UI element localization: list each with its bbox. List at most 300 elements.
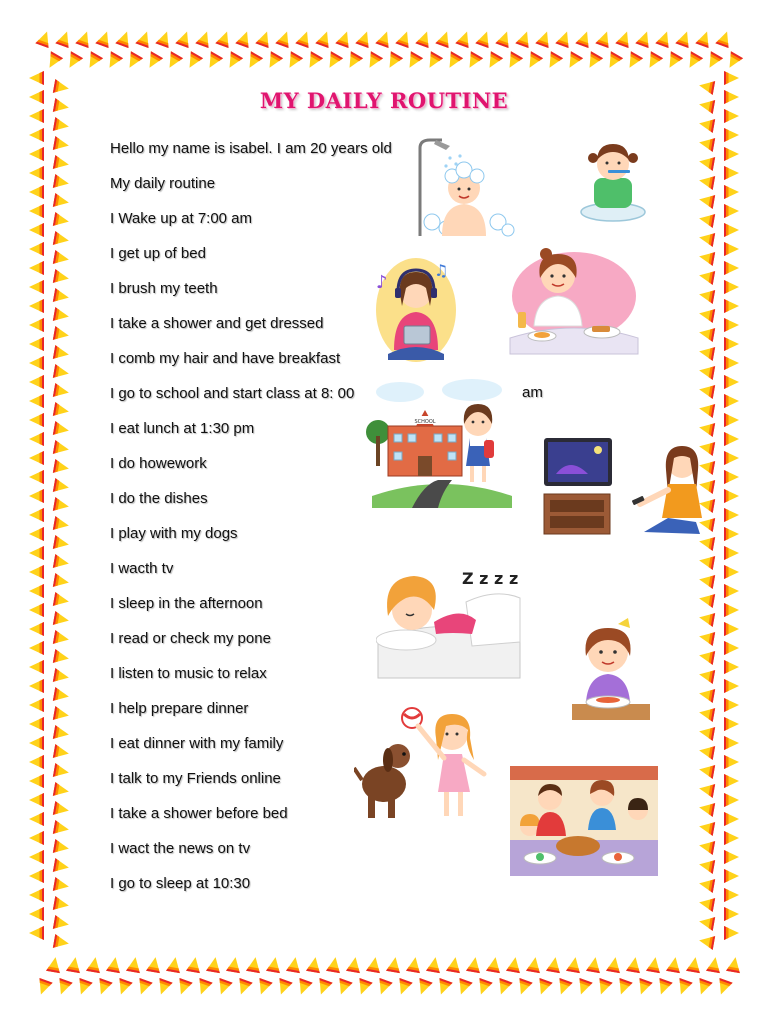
candy-corn-icon <box>63 51 83 71</box>
candy-corn-icon <box>123 51 143 71</box>
candy-corn-icon <box>53 839 70 855</box>
candy-corn-icon <box>614 978 632 997</box>
candy-corn-icon <box>343 51 363 71</box>
candy-corn-icon <box>29 223 44 237</box>
candy-corn-icon <box>53 478 70 494</box>
candy-corn-icon <box>29 280 44 294</box>
routine-line: I take a shower and get dressed <box>110 315 324 332</box>
candy-corn-icon <box>53 136 70 152</box>
candy-corn-icon <box>53 440 70 456</box>
candy-corn-icon <box>475 29 493 48</box>
candy-corn-icon <box>175 29 193 48</box>
candy-corn-icon <box>234 978 252 997</box>
candy-corn-icon <box>706 956 722 973</box>
candy-corn-icon <box>523 51 543 71</box>
candy-corn-icon <box>575 29 593 48</box>
candy-corn-icon <box>503 51 523 71</box>
candy-corn-icon <box>354 978 372 997</box>
candy-corn-icon <box>695 29 713 48</box>
candy-corn-icon <box>698 155 715 171</box>
candy-corn-icon <box>724 660 739 674</box>
candy-corn-icon <box>53 877 70 893</box>
candy-corn-icon <box>563 51 583 71</box>
candy-corn-icon <box>29 926 44 940</box>
candy-corn-icon <box>698 193 715 209</box>
listening-music-illustration <box>372 254 462 366</box>
candy-corn-icon <box>724 698 739 712</box>
candy-corn-icon <box>403 51 423 71</box>
candy-corn-icon <box>683 51 703 71</box>
candy-corn-icon <box>29 470 44 484</box>
routine-line: I go to sleep at 10:30 <box>110 875 251 892</box>
candy-corn-icon <box>694 978 712 997</box>
candy-corn-icon <box>526 956 542 973</box>
candy-corn-icon <box>306 956 322 973</box>
candy-corn-icon <box>674 978 692 997</box>
candy-corn-icon <box>29 584 44 598</box>
candy-corn-icon <box>724 394 739 408</box>
family-dinner-illustration <box>510 766 658 876</box>
candy-corn-icon <box>154 978 172 997</box>
candy-corn-icon <box>166 956 182 973</box>
candy-corn-icon <box>483 51 503 71</box>
candy-corn-icon <box>29 489 44 503</box>
shower-illustration <box>402 136 522 240</box>
brushing-teeth-illustration <box>578 138 648 222</box>
candy-corn-icon <box>283 51 303 71</box>
candy-corn-icon <box>724 888 739 902</box>
candy-corn-icon <box>29 432 44 446</box>
candy-corn-icon <box>286 956 302 973</box>
candy-corn-icon <box>495 29 513 48</box>
candy-corn-icon <box>724 584 739 598</box>
candy-corn-icon <box>663 51 683 71</box>
candy-corn-icon <box>724 831 739 845</box>
candy-corn-icon <box>654 978 672 997</box>
candy-corn-icon <box>415 29 433 48</box>
candy-corn-icon <box>698 934 715 950</box>
candy-corn-icon <box>698 706 715 722</box>
routine-line: I talk to my Friends online <box>110 770 281 787</box>
routine-line: I eat lunch at 1:30 pm <box>110 420 255 437</box>
candy-corn-icon <box>724 603 739 617</box>
routine-line: I read or check my pone <box>110 630 271 647</box>
candy-corn-icon <box>383 51 403 71</box>
candy-corn-icon <box>53 744 70 760</box>
candy-corn-icon <box>266 956 282 973</box>
candy-corn-icon <box>724 318 739 332</box>
candy-corn-icon <box>626 956 642 973</box>
candy-corn-icon <box>724 641 739 655</box>
candy-corn-icon <box>506 956 522 973</box>
candy-corn-icon <box>53 915 70 931</box>
candy-corn-icon <box>724 337 739 351</box>
candy-corn-icon <box>724 242 739 256</box>
candy-corn-icon <box>595 29 613 48</box>
candy-corn-icon <box>53 497 70 513</box>
candy-corn-icon <box>53 174 70 190</box>
candy-corn-icon <box>698 649 715 665</box>
candy-corn-icon <box>53 896 70 912</box>
candy-corn-icon <box>29 451 44 465</box>
candy-corn-icon <box>698 611 715 627</box>
candy-corn-icon <box>53 155 70 171</box>
candy-corn-icon <box>724 204 739 218</box>
routine-line: I take a shower before bed <box>110 805 288 822</box>
candy-corn-icon <box>29 679 44 693</box>
candy-corn-icon <box>29 261 44 275</box>
candy-corn-icon <box>634 978 652 997</box>
candy-corn-icon <box>275 29 293 48</box>
candy-corn-icon <box>423 51 443 71</box>
candy-corn-icon <box>29 375 44 389</box>
candy-corn-icon <box>724 451 739 465</box>
candy-corn-icon <box>698 174 715 190</box>
candy-corn-icon <box>53 212 70 228</box>
candy-corn-icon <box>375 29 393 48</box>
candy-corn-icon <box>698 839 715 855</box>
candy-corn-icon <box>698 915 715 931</box>
candy-corn-icon <box>53 345 70 361</box>
routine-line: I do the dishes <box>110 490 208 507</box>
candy-corn-icon <box>534 978 552 997</box>
candy-corn-icon <box>94 978 112 997</box>
candy-corn-icon <box>53 250 70 266</box>
candy-corn-icon <box>355 29 373 48</box>
candy-corn-icon <box>724 470 739 484</box>
school-sign-text: SCHOOL <box>414 419 436 425</box>
school-illustration <box>366 376 518 508</box>
candy-corn-icon <box>203 51 223 71</box>
candy-corn-icon <box>115 29 133 48</box>
candy-corn-icon <box>535 29 553 48</box>
routine-line: Hello my name is isabel. I am 20 years old <box>110 140 392 157</box>
candy-corn-icon <box>75 29 93 48</box>
candy-corn-icon <box>466 956 482 973</box>
candy-corn-icon <box>53 402 70 418</box>
candy-corn-icon <box>715 29 733 48</box>
candy-corn-icon <box>303 51 323 71</box>
candy-corn-icon <box>698 820 715 836</box>
routine-line: My daily routine <box>110 175 216 192</box>
candy-corn-icon <box>53 725 70 741</box>
candy-corn-icon <box>53 117 70 133</box>
candy-corn-icon <box>724 508 739 522</box>
candy-corn-icon <box>53 193 70 209</box>
candy-corn-icon <box>29 907 44 921</box>
candy-corn-icon <box>698 592 715 608</box>
candy-corn-icon <box>135 29 153 48</box>
candy-corn-icon <box>698 896 715 912</box>
candy-corn-icon <box>724 926 739 940</box>
candy-corn-icon <box>35 29 53 48</box>
candy-corn-icon <box>53 535 70 551</box>
candy-corn-icon <box>53 326 70 342</box>
candy-corn-icon <box>554 978 572 997</box>
candy-corn-icon <box>724 907 739 921</box>
candy-corn-icon <box>163 51 183 71</box>
candy-corn-icon <box>29 717 44 731</box>
candy-corn-icon <box>53 668 70 684</box>
candy-corn-icon <box>434 978 452 997</box>
candy-corn-icon <box>698 345 715 361</box>
candy-corn-icon <box>53 307 70 323</box>
candy-corn-icon <box>698 554 715 570</box>
candy-corn-icon <box>414 978 432 997</box>
routine-line: I Wake up at 7:00 am <box>110 210 253 227</box>
candy-corn-icon <box>243 51 263 71</box>
candy-corn-icon <box>53 516 70 532</box>
candy-corn-icon <box>698 763 715 779</box>
candy-corn-icon <box>698 573 715 589</box>
candy-corn-icon <box>53 421 70 437</box>
candy-corn-icon <box>723 51 743 71</box>
candy-corn-icon <box>53 592 70 608</box>
candy-corn-icon <box>55 29 73 48</box>
candy-corn-icon <box>555 29 573 48</box>
candy-corn-icon <box>53 573 70 589</box>
candy-corn-icon <box>724 375 739 389</box>
routine-line: I sleep in the afternoon <box>110 595 263 612</box>
page-title: MY DAILY ROUTINE <box>259 88 509 113</box>
candy-corn-icon <box>29 831 44 845</box>
candy-corn-icon <box>586 956 602 973</box>
candy-corn-icon <box>29 660 44 674</box>
candy-corn-icon <box>53 687 70 703</box>
routine-line: I listen to music to relax <box>110 665 267 682</box>
routine-list <box>110 138 392 908</box>
routine-line: I do howework <box>110 455 207 472</box>
candy-corn-icon <box>698 877 715 893</box>
candy-corn-icon <box>29 869 44 883</box>
candy-corn-icon <box>698 307 715 323</box>
candy-corn-icon <box>114 978 132 997</box>
candy-corn-icon <box>698 212 715 228</box>
playing-with-dog-illustration <box>354 704 490 826</box>
candy-corn-icon <box>295 29 313 48</box>
candy-corn-icon <box>29 736 44 750</box>
candy-corn-icon <box>235 29 253 48</box>
candy-corn-icon <box>698 231 715 247</box>
candy-corn-icon <box>635 29 653 48</box>
candy-corn-icon <box>454 978 472 997</box>
candy-corn-icon <box>263 51 283 71</box>
candy-corn-icon <box>698 402 715 418</box>
candy-corn-icon <box>724 356 739 370</box>
candy-corn-icon <box>29 755 44 769</box>
candy-corn-icon <box>53 820 70 836</box>
candy-corn-icon <box>29 185 44 199</box>
candy-corn-icon <box>724 869 739 883</box>
candy-corn-icon <box>29 394 44 408</box>
candy-corn-icon <box>386 956 402 973</box>
candy-corn-icon <box>106 956 122 973</box>
candy-corn-icon <box>724 774 739 788</box>
candy-corn-icon <box>186 956 202 973</box>
candy-corn-icon <box>615 29 633 48</box>
svg-text:♫: ♫ <box>434 261 449 280</box>
eating-illustration <box>568 616 654 724</box>
candy-corn-icon <box>53 459 70 475</box>
candy-corn-icon <box>698 136 715 152</box>
candy-corn-icon <box>95 29 113 48</box>
candy-corn-icon <box>698 725 715 741</box>
candy-corn-icon <box>29 622 44 636</box>
candy-corn-icon <box>698 782 715 798</box>
candy-corn-icon <box>374 978 392 997</box>
candy-corn-icon <box>698 117 715 133</box>
candy-corn-icon <box>724 432 739 446</box>
candy-corn-icon <box>724 546 739 560</box>
candy-corn-icon <box>29 888 44 902</box>
candy-corn-icon <box>724 185 739 199</box>
candy-corn-icon <box>543 51 563 71</box>
candy-corn-icon <box>698 687 715 703</box>
candy-corn-icon <box>53 934 70 950</box>
candy-corn-icon <box>53 706 70 722</box>
candy-corn-icon <box>29 527 44 541</box>
candy-corn-icon <box>29 147 44 161</box>
candy-corn-icon <box>463 51 483 71</box>
candy-corn-icon <box>29 850 44 864</box>
candy-corn-icon <box>698 668 715 684</box>
candy-corn-icon <box>53 630 70 646</box>
candy-corn-icon <box>53 801 70 817</box>
candy-corn-icon <box>34 978 52 997</box>
candy-corn-icon <box>724 261 739 275</box>
candy-corn-icon <box>724 527 739 541</box>
am-suffix: am <box>522 384 543 401</box>
candy-corn-icon <box>29 698 44 712</box>
candy-corn-icon <box>29 299 44 313</box>
candy-corn-icon <box>29 337 44 351</box>
candy-corn-icon <box>698 383 715 399</box>
candy-corn-icon <box>346 956 362 973</box>
candy-corn-icon <box>698 269 715 285</box>
candy-corn-icon <box>29 774 44 788</box>
candy-corn-icon <box>214 978 232 997</box>
routine-line: I eat dinner with my family <box>110 735 284 752</box>
candy-corn-icon <box>43 51 63 71</box>
candy-corn-icon <box>53 364 70 380</box>
candy-corn-icon <box>194 978 212 997</box>
candy-corn-icon <box>698 801 715 817</box>
candy-corn-icon <box>698 630 715 646</box>
candy-corn-icon <box>183 51 203 71</box>
candy-corn-icon <box>29 242 44 256</box>
candy-corn-icon <box>666 956 682 973</box>
candy-corn-icon <box>29 508 44 522</box>
candy-corn-icon <box>643 51 663 71</box>
candy-corn-icon <box>443 51 463 71</box>
svg-text:♪: ♪ <box>376 272 388 293</box>
candy-corn-icon <box>394 978 412 997</box>
candy-corn-icon <box>406 956 422 973</box>
candy-corn-icon <box>53 782 70 798</box>
routine-line: I brush my teeth <box>110 280 218 297</box>
candy-corn-icon <box>126 956 142 973</box>
candy-corn-icon <box>29 128 44 142</box>
candy-corn-icon <box>698 326 715 342</box>
watching-tv-illustration <box>536 434 706 540</box>
candy-corn-icon <box>155 29 173 48</box>
candy-corn-icon <box>714 978 732 997</box>
candy-corn-icon <box>294 978 312 997</box>
candy-corn-icon <box>515 29 533 48</box>
candy-corn-icon <box>29 71 44 85</box>
candy-corn-icon <box>29 603 44 617</box>
candy-corn-icon <box>326 956 342 973</box>
candy-corn-icon <box>698 250 715 266</box>
candy-corn-icon <box>455 29 473 48</box>
candy-corn-icon <box>724 413 739 427</box>
routine-line: I go to school and start class at 8: 00 <box>110 385 355 402</box>
candy-corn-icon <box>514 978 532 997</box>
candy-corn-icon <box>323 51 343 71</box>
candy-corn-icon <box>314 978 332 997</box>
breakfast-illustration <box>506 246 642 358</box>
candy-corn-icon <box>724 223 739 237</box>
candy-corn-icon <box>143 51 163 71</box>
candy-corn-icon <box>574 978 592 997</box>
candy-corn-icon <box>146 956 162 973</box>
candy-corn-icon <box>66 956 82 973</box>
candy-corn-icon <box>446 956 462 973</box>
candy-corn-icon <box>86 956 102 973</box>
candy-corn-icon <box>29 413 44 427</box>
candy-corn-icon <box>134 978 152 997</box>
candy-corn-icon <box>254 978 272 997</box>
candy-corn-icon <box>335 29 353 48</box>
candy-corn-icon <box>53 383 70 399</box>
candy-corn-icon <box>474 978 492 997</box>
candy-corn-icon <box>366 956 382 973</box>
candy-corn-icon <box>724 717 739 731</box>
candy-corn-icon <box>486 956 502 973</box>
candy-corn-icon <box>53 231 70 247</box>
candy-corn-icon <box>29 546 44 560</box>
candy-corn-icon <box>724 850 739 864</box>
candy-corn-icon <box>726 956 742 973</box>
routine-line: I help prepare dinner <box>110 700 249 717</box>
candy-corn-icon <box>724 489 739 503</box>
candy-corn-icon <box>646 956 662 973</box>
candy-corn-icon <box>53 858 70 874</box>
candy-corn-icon <box>698 744 715 760</box>
candy-corn-icon <box>334 978 352 997</box>
candy-corn-icon <box>724 71 739 85</box>
routine-line: I play with my dogs <box>110 525 238 542</box>
candy-corn-icon <box>29 641 44 655</box>
candy-corn-icon <box>74 978 92 997</box>
candy-corn-icon <box>46 956 62 973</box>
candy-corn-icon <box>53 763 70 779</box>
candy-corn-icon <box>29 565 44 579</box>
candy-corn-icon <box>583 51 603 71</box>
candy-corn-icon <box>255 29 273 48</box>
candy-corn-icon <box>426 956 442 973</box>
candy-corn-icon <box>435 29 453 48</box>
candy-corn-icon <box>174 978 192 997</box>
candy-corn-icon <box>724 793 739 807</box>
candy-corn-icon <box>53 611 70 627</box>
candy-corn-icon <box>53 554 70 570</box>
candy-corn-icon <box>724 147 739 161</box>
candy-corn-icon <box>724 565 739 579</box>
candy-corn-icon <box>223 51 243 71</box>
candy-corn-icon <box>83 51 103 71</box>
candy-corn-icon <box>703 51 723 71</box>
